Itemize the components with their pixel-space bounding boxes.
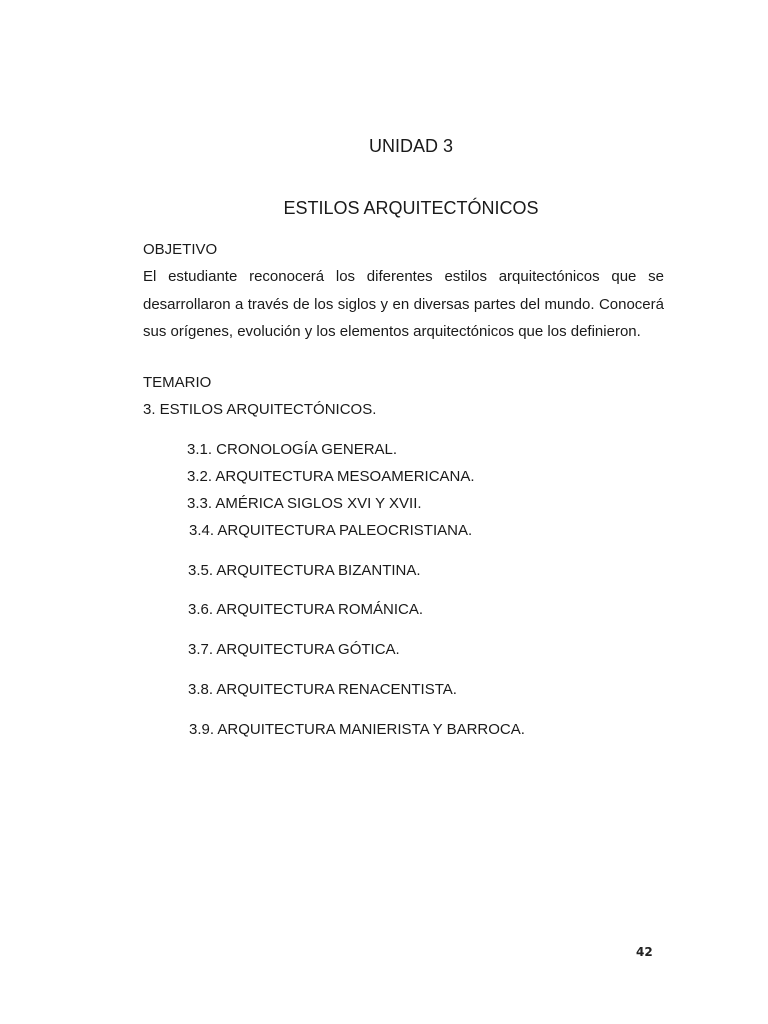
objective-line: El estudiante reconocerá los diferentes estilos arquitectónicos que se: [143, 268, 664, 285]
page-number: 42: [636, 945, 653, 959]
syllabus-item: 3.6. ARQUITECTURA ROMÁNICA.: [188, 601, 424, 618]
objective-heading: OBJETIVO: [143, 241, 218, 258]
objective-line: sus orígenes, evolución y los elementos arquitectónicos que los definieron.: [143, 323, 641, 340]
syllabus-item: 3.8. ARQUITECTURA RENACENTISTA.: [188, 681, 457, 698]
syllabus-heading: TEMARIO: [143, 374, 212, 391]
syllabus-main-item: 3. ESTILOS ARQUITECTÓNICOS.: [143, 401, 377, 418]
syllabus-item: 3.9. ARQUITECTURA MANIERISTA Y BARROCA.: [189, 721, 525, 738]
syllabus-item: 3.3. AMÉRICA SIGLOS XVI Y XVII.: [187, 495, 422, 512]
syllabus-item: 3.5. ARQUITECTURA BIZANTINA.: [188, 562, 421, 579]
unit-title: UNIDAD 3: [368, 136, 453, 156]
syllabus-item: 3.1. CRONOLOGÍA GENERAL.: [187, 441, 398, 458]
chapter-title: ESTILOS ARQUITECTÓNICOS: [283, 198, 539, 218]
objective-line: desarrollaron a través de los siglos y en diversas partes del mundo. Conocerá: [143, 296, 664, 313]
syllabus-item: 3.4. ARQUITECTURA PALEOCRISTIANA.: [189, 522, 473, 539]
syllabus-item: 3.2. ARQUITECTURA MESOAMERICANA.: [187, 468, 475, 485]
syllabus-item: 3.7. ARQUITECTURA GÓTICA.: [188, 641, 400, 658]
